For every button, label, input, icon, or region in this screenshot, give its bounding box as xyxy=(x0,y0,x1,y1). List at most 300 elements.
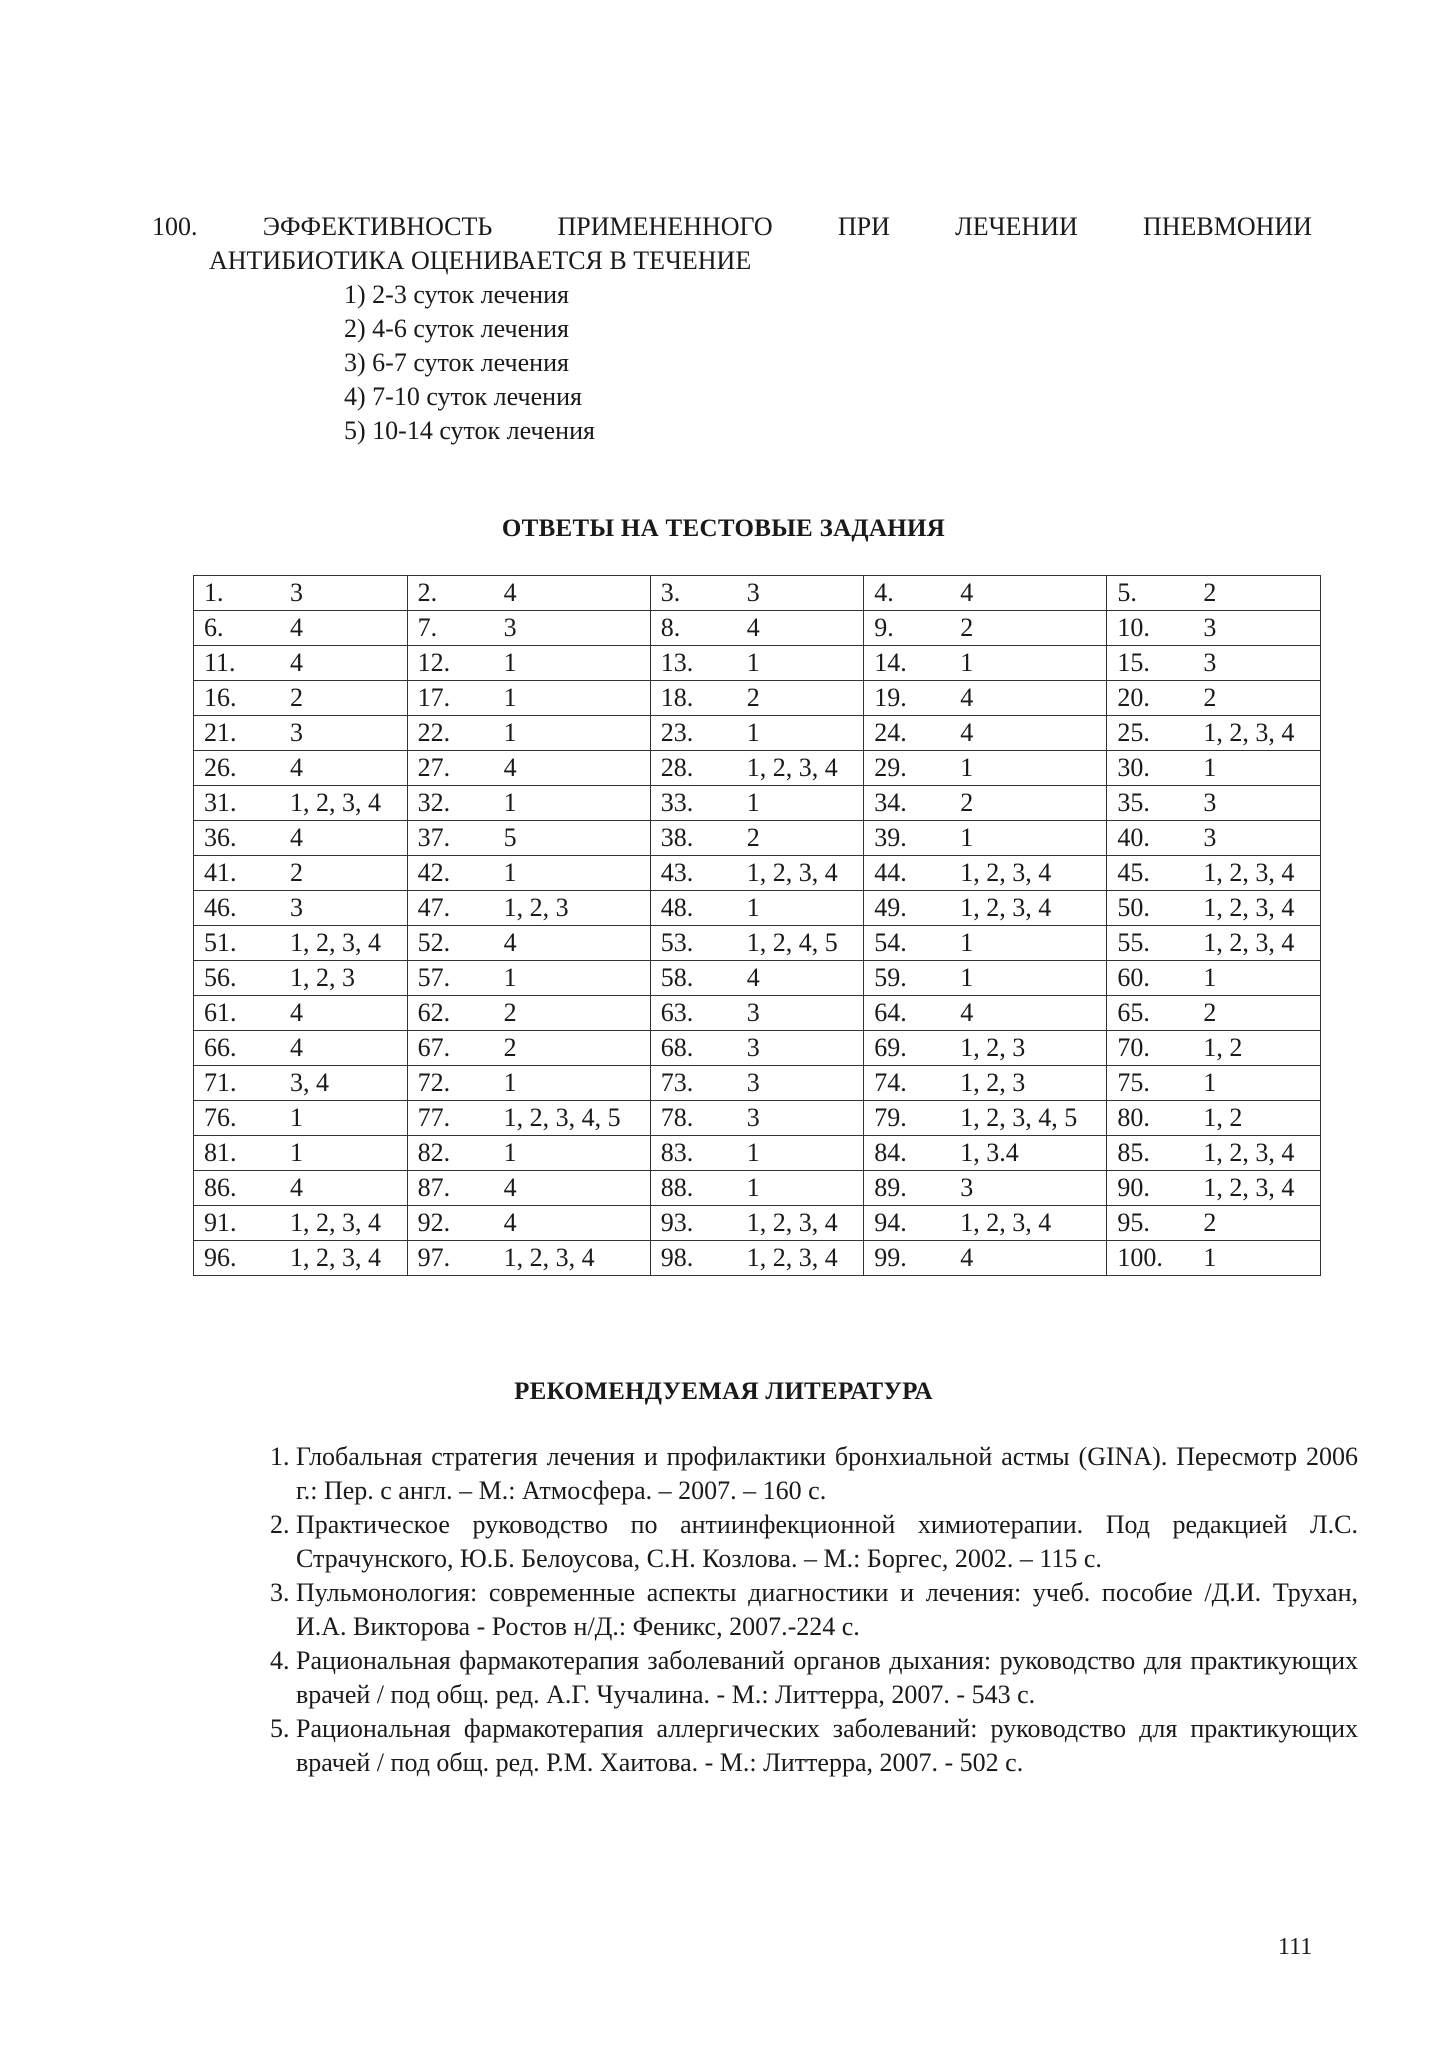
answer-question-number: 13. xyxy=(660,648,694,677)
answer-cell xyxy=(194,576,408,611)
answer-question-number: 63. xyxy=(660,998,694,1027)
answer-cell xyxy=(864,786,1107,821)
answer-value: 2 xyxy=(746,683,760,712)
answer-value: 4 xyxy=(290,1033,303,1062)
answer-value: 1, 2, 4, 5 xyxy=(746,928,838,957)
answer-cell xyxy=(864,751,1107,786)
answer-question-number: 80. xyxy=(1117,1103,1150,1132)
answer-cell xyxy=(650,1031,864,1066)
literature-list xyxy=(248,1440,1358,1780)
answer-question-number: 70. xyxy=(1117,1033,1150,1062)
answer-question-number: 68. xyxy=(660,1033,694,1062)
answer-value: 1, 2, 3, 4 xyxy=(960,858,1052,887)
answer-value: 4 xyxy=(503,1173,517,1202)
answer-cell xyxy=(650,786,864,821)
answer-option: 3) 6-7 суток лечения xyxy=(344,348,569,377)
answer-cell xyxy=(1107,1241,1321,1276)
answer-cell xyxy=(1107,786,1321,821)
answer-question-number: 11. xyxy=(204,648,236,677)
answer-value: 1, 2, 3, 4 xyxy=(1203,718,1295,747)
answer-cell xyxy=(864,926,1107,961)
answer-question-number: 61. xyxy=(204,998,237,1027)
answer-cell xyxy=(1107,751,1321,786)
answer-cell xyxy=(194,1066,408,1101)
answer-value: 2 xyxy=(503,998,517,1027)
answers-row xyxy=(194,786,1321,821)
answer-question-number: 3. xyxy=(660,578,681,607)
answer-question-number: 27. xyxy=(417,753,451,782)
answer-question-number: 100. xyxy=(1117,1243,1163,1272)
answer-cell xyxy=(864,856,1107,891)
answer-cell xyxy=(194,1031,408,1066)
answer-value: 4 xyxy=(960,578,974,607)
answer-value: 2 xyxy=(960,613,974,642)
answer-value: 1, 2, 3, 4 xyxy=(1203,1138,1295,1167)
answer-value: 3, 4 xyxy=(290,1068,329,1097)
answer-cell xyxy=(407,611,650,646)
answer-cell xyxy=(1107,961,1321,996)
answer-question-number: 26. xyxy=(204,753,237,782)
answer-value: 1 xyxy=(746,1173,760,1202)
answer-cell xyxy=(194,751,408,786)
answer-question-number: 62. xyxy=(417,998,451,1027)
answer-cell xyxy=(864,646,1107,681)
answer-value: 4 xyxy=(746,613,760,642)
literature-heading: РЕКОМЕНДУЕМАЯ ЛИТЕРАТУРА xyxy=(514,1378,933,1405)
answer-option: 2) 4-6 суток лечения xyxy=(344,314,569,343)
answer-value: 1, 2, 3 xyxy=(290,963,355,992)
answer-cell xyxy=(650,716,864,751)
answer-question-number: 60. xyxy=(1117,963,1150,992)
answer-question-number: 53. xyxy=(660,928,694,957)
answer-cell xyxy=(194,716,408,751)
answer-cell xyxy=(1107,1101,1321,1136)
answer-question-number: 45. xyxy=(1117,858,1150,887)
answer-cell xyxy=(194,821,408,856)
answer-question-number: 24. xyxy=(874,718,907,747)
answer-question-number: 74. xyxy=(874,1068,907,1097)
answers-row xyxy=(194,611,1321,646)
answer-cell xyxy=(864,1171,1107,1206)
answer-cell xyxy=(194,1101,408,1136)
answer-question-number: 34. xyxy=(874,788,907,817)
answer-question-number: 83. xyxy=(660,1138,694,1167)
answer-value: 4 xyxy=(290,998,303,1027)
answer-cell xyxy=(864,1066,1107,1101)
answer-cell xyxy=(194,961,408,996)
answer-value: 1 xyxy=(290,1103,303,1132)
answer-cell xyxy=(1107,611,1321,646)
answer-value: 1, 2, 3, 4 xyxy=(1203,893,1295,922)
literature-item: 5. Рациональная фармакотерапия аллергических заболеваний: руководство для практикующих врачей / под общ. ред. Р.М. Хаитова. - М.: Литтерра, 2007. - 502 с. xyxy=(296,1712,1358,1780)
answer-cell xyxy=(864,996,1107,1031)
answer-question-number: 37. xyxy=(417,823,451,852)
answer-value: 3 xyxy=(746,1068,760,1097)
answer-cell xyxy=(407,1171,650,1206)
answer-value: 3 xyxy=(1203,823,1217,852)
answer-question-number: 89. xyxy=(874,1173,907,1202)
answer-cell xyxy=(864,1136,1107,1171)
answer-value: 4 xyxy=(960,683,974,712)
answer-value: 1 xyxy=(290,1138,303,1167)
question-block xyxy=(152,210,1312,448)
answer-cell xyxy=(1107,716,1321,751)
answer-cell xyxy=(407,716,650,751)
answer-value: 2 xyxy=(290,858,303,887)
answer-options xyxy=(152,278,1312,448)
answers-row xyxy=(194,856,1321,891)
answer-question-number: 88. xyxy=(660,1173,694,1202)
answer-value: 4 xyxy=(746,963,760,992)
answer-question-number: 90. xyxy=(1117,1173,1150,1202)
answer-value: 4 xyxy=(960,998,974,1027)
answer-cell xyxy=(650,1066,864,1101)
answer-value: 1, 2, 3, 4 xyxy=(1203,928,1295,957)
answer-question-number: 91. xyxy=(204,1208,237,1237)
literature-item: 3. Пульмонология: современные аспекты диагностики и лечения: учеб. пособие /Д.И. Трухан, И.А. Викторова - Ростов н/Д.: Феникс, 2007.-224 с. xyxy=(296,1576,1358,1644)
answer-question-number: 55. xyxy=(1117,928,1150,957)
answer-value: 4 xyxy=(960,718,974,747)
answer-question-number: 31. xyxy=(204,788,237,817)
answer-question-number: 47. xyxy=(417,893,451,922)
answer-question-number: 35. xyxy=(1117,788,1150,817)
answer-value: 1 xyxy=(746,648,760,677)
question-number: 100. xyxy=(152,212,198,241)
answer-cell xyxy=(1107,1171,1321,1206)
answer-cell xyxy=(650,1241,864,1276)
answer-value: 4 xyxy=(960,1243,974,1272)
answer-value: 3 xyxy=(960,1173,974,1202)
answer-cell xyxy=(407,821,650,856)
answer-value: 3 xyxy=(290,578,303,607)
answer-cell xyxy=(650,821,864,856)
answer-question-number: 75. xyxy=(1117,1068,1150,1097)
answer-question-number: 72. xyxy=(417,1068,451,1097)
answer-cell xyxy=(864,681,1107,716)
answers-row xyxy=(194,1171,1321,1206)
answer-question-number: 92. xyxy=(417,1208,451,1237)
answer-question-number: 64. xyxy=(874,998,907,1027)
answer-cell xyxy=(407,646,650,681)
answer-cell xyxy=(650,1171,864,1206)
answer-cell xyxy=(650,891,864,926)
answer-cell xyxy=(407,786,650,821)
answer-question-number: 40. xyxy=(1117,823,1150,852)
answer-cell xyxy=(407,856,650,891)
answer-value: 1, 2, 3, 4 xyxy=(503,1243,595,1272)
answer-value: 4 xyxy=(503,1208,517,1237)
answer-value: 2 xyxy=(960,788,974,817)
answer-value: 1 xyxy=(1203,1068,1217,1097)
answers-heading: ОТВЕТЫ НА ТЕСТОВЫЕ ЗАДАНИЯ xyxy=(501,515,946,542)
answer-value: 1, 2 xyxy=(1203,1103,1243,1132)
answer-value: 1 xyxy=(1203,963,1217,992)
answer-question-number: 5. xyxy=(1117,578,1137,607)
answer-value: 4 xyxy=(290,1173,303,1202)
answer-value: 4 xyxy=(290,753,303,782)
answer-cell xyxy=(407,1136,650,1171)
answer-question-number: 66. xyxy=(204,1033,237,1062)
answer-question-number: 82. xyxy=(417,1138,451,1167)
answer-question-number: 77. xyxy=(417,1103,451,1132)
answer-cell xyxy=(407,576,650,611)
answer-question-number: 78. xyxy=(660,1103,694,1132)
answer-value: 3 xyxy=(290,718,303,747)
answer-cell xyxy=(650,996,864,1031)
answer-question-number: 93. xyxy=(660,1208,694,1237)
answer-option: 5) 10-14 суток лечения xyxy=(344,416,595,445)
answer-question-number: 15. xyxy=(1117,648,1150,677)
answer-value: 1, 2, 3, 4 xyxy=(290,788,381,817)
answer-cell xyxy=(1107,1031,1321,1066)
answer-value: 1, 2, 3, 4 xyxy=(746,858,838,887)
answer-value: 3 xyxy=(1203,788,1217,817)
question-word: ЭФФЕКТИВНОСТЬ xyxy=(262,212,493,241)
answer-value: 1 xyxy=(960,823,974,852)
answer-cell xyxy=(864,891,1107,926)
answer-value: 1, 3.4 xyxy=(960,1138,1019,1167)
answer-question-number: 19. xyxy=(874,683,907,712)
answer-value: 4 xyxy=(503,928,517,957)
answer-cell xyxy=(650,611,864,646)
answers-row xyxy=(194,821,1321,856)
answers-row xyxy=(194,1031,1321,1066)
answer-question-number: 16. xyxy=(204,683,237,712)
answer-value: 1 xyxy=(503,718,517,747)
answer-question-number: 22. xyxy=(417,718,451,747)
answer-question-number: 38. xyxy=(660,823,694,852)
answer-cell xyxy=(864,821,1107,856)
answer-value: 1, 2, 3, 4, 5 xyxy=(960,1103,1078,1132)
answer-value: 1, 2, 3, 4 xyxy=(746,753,838,782)
answer-value: 2 xyxy=(1203,578,1217,607)
answers-row xyxy=(194,576,1321,611)
answer-cell xyxy=(407,996,650,1031)
answer-question-number: 28. xyxy=(660,753,694,782)
page-number: 111 xyxy=(1278,1934,1313,1960)
answer-value: 3 xyxy=(746,1033,760,1062)
answer-value: 1 xyxy=(746,718,760,747)
answer-value: 1 xyxy=(503,1138,517,1167)
answer-cell xyxy=(864,1101,1107,1136)
answer-question-number: 42. xyxy=(417,858,451,887)
answer-value: 1, 2, 3, 4 xyxy=(290,1208,381,1237)
answer-value: 4 xyxy=(290,823,303,852)
answer-value: 1, 2, 3, 4 xyxy=(1203,858,1295,887)
answer-cell xyxy=(194,681,408,716)
answer-cell xyxy=(650,1101,864,1136)
answer-value: 1, 2, 3, 4 xyxy=(960,893,1052,922)
answer-question-number: 9. xyxy=(874,613,894,642)
answer-cell xyxy=(407,1066,650,1101)
answer-cell xyxy=(650,926,864,961)
answer-value: 1, 2 xyxy=(1203,1033,1243,1062)
answer-question-number: 6. xyxy=(204,613,224,642)
answer-cell xyxy=(1107,646,1321,681)
answers-row xyxy=(194,716,1321,751)
answer-question-number: 97. xyxy=(417,1243,451,1272)
answer-question-number: 65. xyxy=(1117,998,1150,1027)
answer-value: 4 xyxy=(503,753,517,782)
answer-cell xyxy=(1107,926,1321,961)
answer-cell xyxy=(1107,821,1321,856)
answer-value: 1 xyxy=(503,858,517,887)
answer-value: 1 xyxy=(746,788,760,817)
answer-cell xyxy=(194,786,408,821)
answer-question-number: 79. xyxy=(874,1103,907,1132)
answer-question-number: 95. xyxy=(1117,1208,1150,1237)
answer-cell xyxy=(1107,576,1321,611)
answer-value: 1, 2, 3 xyxy=(960,1068,1026,1097)
answer-cell xyxy=(1107,1136,1321,1171)
answer-cell xyxy=(864,961,1107,996)
answer-question-number: 43. xyxy=(660,858,694,887)
answer-question-number: 29. xyxy=(874,753,907,782)
answer-cell xyxy=(864,716,1107,751)
answer-cell xyxy=(1107,1066,1321,1101)
answer-value: 1 xyxy=(503,788,517,817)
answer-value: 3 xyxy=(503,613,517,642)
answer-value: 1 xyxy=(746,893,760,922)
answers-row xyxy=(194,1066,1321,1101)
answer-value: 1, 2, 3, 4 xyxy=(960,1208,1052,1237)
answer-question-number: 96. xyxy=(204,1243,237,1272)
answer-value: 1, 2, 3 xyxy=(503,893,569,922)
answer-value: 4 xyxy=(503,578,517,607)
answer-cell xyxy=(1107,996,1321,1031)
answer-value: 2 xyxy=(1203,683,1217,712)
answer-question-number: 94. xyxy=(874,1208,907,1237)
answers-row xyxy=(194,891,1321,926)
answer-question-number: 58. xyxy=(660,963,694,992)
answer-question-number: 36. xyxy=(204,823,237,852)
answer-value: 1 xyxy=(960,753,974,782)
answers-row xyxy=(194,1206,1321,1241)
answer-question-number: 87. xyxy=(417,1173,451,1202)
answer-cell xyxy=(407,961,650,996)
answer-cell xyxy=(407,1206,650,1241)
answer-question-number: 41. xyxy=(204,858,237,887)
answer-cell xyxy=(407,1241,650,1276)
answer-question-number: 18. xyxy=(660,683,694,712)
answer-cell xyxy=(407,1101,650,1136)
answer-question-number: 59. xyxy=(874,963,907,992)
answer-question-number: 98. xyxy=(660,1243,694,1272)
answer-question-number: 57. xyxy=(417,963,451,992)
answer-question-number: 8. xyxy=(660,613,681,642)
answer-cell xyxy=(650,961,864,996)
answer-value: 2 xyxy=(1203,1208,1217,1237)
answer-question-number: 49. xyxy=(874,893,907,922)
answer-cell xyxy=(864,611,1107,646)
answer-question-number: 20. xyxy=(1117,683,1150,712)
answer-option: 4) 7-10 суток лечения xyxy=(344,382,582,411)
answer-cell xyxy=(194,1171,408,1206)
answer-question-number: 69. xyxy=(874,1033,907,1062)
answer-cell xyxy=(194,1206,408,1241)
answer-cell xyxy=(650,646,864,681)
answer-question-number: 2. xyxy=(417,578,438,607)
question-word: ПРИ xyxy=(837,212,890,241)
question-header xyxy=(152,210,1312,244)
answer-cell xyxy=(650,576,864,611)
answer-value: 4 xyxy=(290,613,303,642)
answer-value: 1, 2, 3, 4 xyxy=(290,928,381,957)
answer-question-number: 30. xyxy=(1117,753,1150,782)
answers-row xyxy=(194,1136,1321,1171)
answer-question-number: 44. xyxy=(874,858,907,887)
question-word: ЛЕЧЕНИИ xyxy=(955,212,1078,241)
answer-question-number: 39. xyxy=(874,823,907,852)
answer-value: 3 xyxy=(746,578,760,607)
answers-row xyxy=(194,646,1321,681)
answer-question-number: 51. xyxy=(204,928,237,957)
answer-value: 1, 2, 3, 4 xyxy=(746,1208,838,1237)
answer-question-number: 32. xyxy=(417,788,451,817)
answer-question-number: 4. xyxy=(874,578,894,607)
answer-value: 4 xyxy=(290,648,303,677)
answer-cell xyxy=(194,1136,408,1171)
answer-cell xyxy=(194,856,408,891)
answer-value: 3 xyxy=(746,1103,760,1132)
answer-value: 3 xyxy=(746,998,760,1027)
answer-question-number: 71. xyxy=(204,1068,237,1097)
answer-value: 1 xyxy=(1203,753,1217,782)
answer-value: 1, 2, 3 xyxy=(960,1033,1026,1062)
literature-item: 1. Глобальная стратегия лечения и профилактики бронхиальной астмы (GINA). Пересмотр 2006 г.: Пер. с англ. – М.: Атмосфера. – 2007. – 160 с. xyxy=(296,1440,1358,1508)
answer-question-number: 99. xyxy=(874,1243,907,1272)
answers-row xyxy=(194,961,1321,996)
answer-question-number: 46. xyxy=(204,893,237,922)
answer-value: 3 xyxy=(1203,648,1217,677)
answer-cell xyxy=(650,1136,864,1171)
answer-cell xyxy=(864,1206,1107,1241)
answer-value: 5 xyxy=(503,823,517,852)
answers-row xyxy=(194,751,1321,786)
answer-question-number: 84. xyxy=(874,1138,907,1167)
answer-value: 1, 2, 3, 4 xyxy=(746,1243,838,1272)
answers-row xyxy=(194,996,1321,1031)
answer-question-number: 25. xyxy=(1117,718,1150,747)
answer-value: 1, 2, 3, 4 xyxy=(1203,1173,1295,1202)
answer-cell xyxy=(194,646,408,681)
answer-cell xyxy=(407,681,650,716)
answer-cell xyxy=(407,751,650,786)
answer-cell xyxy=(650,751,864,786)
answer-value: 3 xyxy=(1203,613,1217,642)
question-word: ПНЕВМОНИИ xyxy=(1142,212,1312,241)
answer-cell xyxy=(1107,1206,1321,1241)
answer-question-number: 23. xyxy=(660,718,694,747)
answer-cell xyxy=(864,1241,1107,1276)
answer-value: 2 xyxy=(503,1033,517,1062)
answer-question-number: 76. xyxy=(204,1103,237,1132)
answer-value: 2 xyxy=(746,823,760,852)
answer-value: 1 xyxy=(503,1068,517,1097)
answer-value: 1 xyxy=(960,928,974,957)
answer-question-number: 54. xyxy=(874,928,907,957)
answers-row xyxy=(194,681,1321,716)
answer-question-number: 56. xyxy=(204,963,237,992)
answer-value: 1, 2, 3, 4, 5 xyxy=(503,1103,621,1132)
answers-row xyxy=(194,926,1321,961)
answer-cell xyxy=(864,1031,1107,1066)
answer-cell xyxy=(194,926,408,961)
answer-value: 1 xyxy=(960,648,974,677)
answer-value: 1 xyxy=(1203,1243,1217,1272)
answer-option: 1) 2-3 суток лечения xyxy=(344,280,569,309)
answer-value: 1 xyxy=(960,963,974,992)
